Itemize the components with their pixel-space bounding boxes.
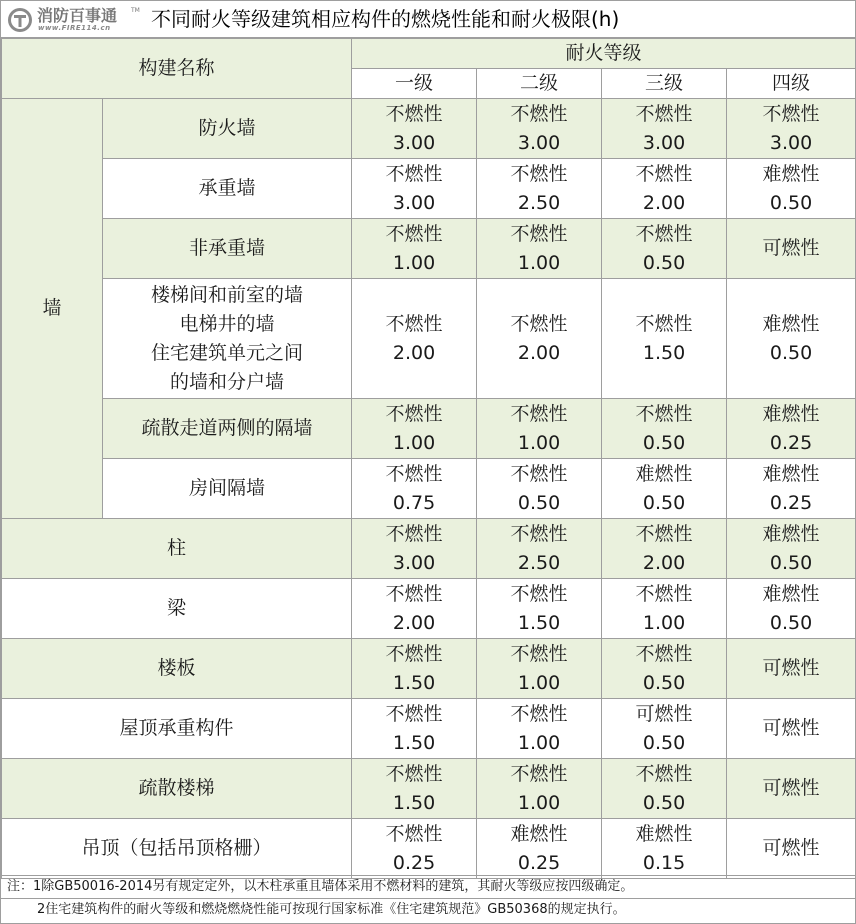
combustibility: 不燃性: [510, 642, 568, 665]
fire-resistance-hours: 0.25: [769, 491, 813, 514]
component-name: [103, 279, 352, 399]
combustibility: 不燃性: [385, 102, 443, 125]
grade-cell-4: [727, 579, 856, 639]
fire-resistance-hours: 1.50: [392, 791, 436, 814]
table-row: [2, 579, 856, 639]
combustibility: 不燃性: [385, 312, 443, 335]
fire-resistance-hours: 1.00: [392, 431, 436, 454]
combustibility: 不燃性: [635, 222, 693, 245]
header-grade-3: 三级: [602, 69, 727, 99]
fire-resistance-hours: 0.50: [642, 731, 686, 754]
fire-resistance-hours: 0.50: [642, 431, 686, 454]
combustibility: 不燃性: [385, 522, 443, 545]
table-row: [2, 759, 856, 819]
combustibility: 不燃性: [635, 402, 693, 425]
component-name: [2, 639, 352, 699]
grade-cell-3: [602, 159, 727, 219]
header-grade-2: 二级: [477, 69, 602, 99]
grade-cell-1: [352, 639, 477, 699]
fire-resistance-hours: 2.00: [392, 341, 436, 364]
combustibility: 不燃性: [385, 762, 443, 785]
grade-cell-4: [727, 519, 856, 579]
combustibility: 不燃性: [385, 822, 443, 845]
table-row: [2, 819, 856, 879]
component-name: [2, 579, 352, 639]
fire-resistance-hours: 2.00: [517, 341, 561, 364]
combustibility: 不燃性: [635, 102, 693, 125]
logo-text: 消防百事通: [37, 6, 118, 25]
table-row: [2, 279, 856, 399]
grade-cell-4: [727, 759, 856, 819]
table-row: [2, 639, 856, 699]
grade-cell-4: [727, 639, 856, 699]
fire-resistance-hours: 0.50: [517, 491, 561, 514]
component-name-line: 电梯井的墙: [179, 312, 275, 335]
header-grade-4: 四级: [727, 69, 856, 99]
combustibility: 不燃性: [635, 762, 693, 785]
combustibility: 不燃性: [385, 402, 443, 425]
fire-resistance-hours: 1.00: [517, 251, 561, 274]
combustibility: 不燃性: [510, 102, 568, 125]
fire-resistance-hours: 1.00: [642, 611, 686, 634]
combustibility: 不燃性: [385, 582, 443, 605]
component-name: [2, 759, 352, 819]
grade-cell-3: [602, 279, 727, 399]
combustibility: 不燃性: [510, 702, 568, 725]
component-name-line: 的墙和分户墙: [170, 370, 285, 393]
grade-cell-2: [477, 819, 602, 879]
combustibility: 可燃性: [762, 837, 820, 859]
combustibility: 不燃性: [510, 222, 568, 245]
combustibility: 不燃性: [510, 462, 568, 485]
fire-resistance-hours: 0.25: [517, 851, 561, 874]
fire-resistance-hours: 1.50: [517, 611, 561, 634]
component-name-line: 住宅建筑单元之间: [151, 341, 304, 364]
grade-cell-2: [477, 219, 602, 279]
combustibility: 不燃性: [385, 222, 443, 245]
grade-cell-4: [727, 399, 856, 459]
combustibility: 不燃性: [635, 522, 693, 545]
combustibility: 不燃性: [385, 702, 443, 725]
component-name-line: 柱: [167, 537, 187, 559]
logo-trademark: TM: [131, 7, 140, 14]
combustibility: 不燃性: [385, 162, 443, 185]
combustibility: 不燃性: [635, 642, 693, 665]
component-name: [2, 699, 352, 759]
grade-cell-1: [352, 759, 477, 819]
grade-cell-2: [477, 759, 602, 819]
grade-cell-3: [602, 459, 727, 519]
footnote-2: 2住宅建筑构件的耐火等级和燃烧燃烧性能可按现行国家标准《住宅建筑规范》GB50368的规定执行。: [37, 902, 626, 917]
grade-cell-4: [727, 99, 856, 159]
fire-resistance-hours: 0.50: [769, 191, 813, 214]
grade-cell-1: [352, 519, 477, 579]
fire-resistance-hours: 1.50: [392, 731, 436, 754]
table-row: [2, 399, 856, 459]
fire-resistance-hours: 0.25: [392, 851, 436, 874]
logo-website: www.FIRE114.cn: [38, 24, 111, 32]
grade-cell-2: [477, 99, 602, 159]
fire-resistance-hours: 0.50: [642, 251, 686, 274]
component-name: [2, 519, 352, 579]
fire-resistance-hours: 0.50: [769, 551, 813, 574]
fire-resistance-table: [1, 38, 856, 879]
table-row: [2, 699, 856, 759]
component-name-line: 疏散走道两侧的隔墙: [141, 417, 313, 439]
fire-resistance-hours: 0.50: [642, 491, 686, 514]
fire-resistance-hours: 2.00: [642, 551, 686, 574]
document-header: [1, 1, 855, 38]
fire-resistance-hours: 3.00: [392, 191, 436, 214]
grade-cell-2: [477, 699, 602, 759]
table-row: [2, 99, 856, 159]
footnote-1: 注：1除GB50016-2014另有规定定外，以木柱承重且墙体采用不燃材料的建筑，其耐火等级应按四级确定。: [1, 875, 855, 899]
combustibility: 不燃性: [762, 102, 820, 125]
combustibility: 不燃性: [635, 582, 693, 605]
grade-cell-1: [352, 819, 477, 879]
combustibility: 不燃性: [510, 582, 568, 605]
grade-cell-3: [602, 219, 727, 279]
wall-group-label: 墙: [2, 99, 103, 519]
combustibility: 难燃性: [762, 522, 820, 545]
component-name: [103, 219, 352, 279]
grade-cell-1: [352, 159, 477, 219]
fire-resistance-hours: 0.25: [769, 431, 813, 454]
grade-cell-3: [602, 399, 727, 459]
fire-logo-icon: [7, 7, 33, 33]
combustibility: 不燃性: [385, 642, 443, 665]
grade-cell-3: [602, 519, 727, 579]
component-name-line: 非承重墙: [189, 237, 266, 259]
grade-cell-2: [477, 459, 602, 519]
fire-resistance-hours: 1.00: [517, 731, 561, 754]
grade-cell-2: [477, 579, 602, 639]
fire-resistance-hours: 1.00: [392, 251, 436, 274]
grade-cell-4: [727, 699, 856, 759]
grade-cell-3: [602, 819, 727, 879]
fire-resistance-hours: 2.50: [517, 191, 561, 214]
grade-cell-1: [352, 699, 477, 759]
header-grade-1: 一级: [352, 69, 477, 99]
grade-cell-1: [352, 579, 477, 639]
combustibility: 不燃性: [510, 762, 568, 785]
fire-resistance-hours: 2.00: [392, 611, 436, 634]
fire-resistance-hours: 0.50: [642, 671, 686, 694]
fire-resistance-hours: 1.50: [642, 341, 686, 364]
component-name: [103, 459, 352, 519]
grade-cell-4: [727, 219, 856, 279]
grade-cell-2: [477, 159, 602, 219]
fire-resistance-hours: 2.50: [517, 551, 561, 574]
table-row: [2, 219, 856, 279]
fire-resistance-hours: 3.00: [392, 551, 436, 574]
component-name-line: 疏散楼梯: [138, 777, 215, 799]
grade-cell-4: [727, 159, 856, 219]
combustibility: 难燃性: [635, 822, 693, 845]
brand-logo: [7, 7, 145, 33]
combustibility: 不燃性: [510, 522, 568, 545]
component-name: [103, 99, 352, 159]
combustibility: 不燃性: [635, 312, 693, 335]
combustibility: 难燃性: [762, 462, 820, 485]
combustibility: 不燃性: [510, 162, 568, 185]
component-name: [103, 159, 352, 219]
fire-resistance-hours: 3.00: [769, 131, 813, 154]
grade-cell-3: [602, 759, 727, 819]
component-name-line: 房间隔墙: [189, 477, 266, 499]
combustibility: 难燃性: [635, 462, 693, 485]
component-name-line: 梁: [167, 597, 187, 619]
grade-cell-3: [602, 99, 727, 159]
table-row: [2, 459, 856, 519]
combustibility: 可燃性: [762, 777, 820, 799]
component-name-line: 吊顶（包括吊顶格栅）: [81, 837, 272, 859]
combustibility: 难燃性: [762, 312, 820, 335]
combustibility: 不燃性: [510, 312, 568, 335]
combustibility: 难燃性: [762, 162, 820, 185]
component-name-line: 承重墙: [198, 177, 256, 199]
grade-cell-2: [477, 279, 602, 399]
grade-cell-4: [727, 819, 856, 879]
grade-cell-1: [352, 459, 477, 519]
fire-resistance-hours: 1.00: [517, 671, 561, 694]
combustibility: 难燃性: [510, 822, 568, 845]
grade-cell-1: [352, 279, 477, 399]
component-name-line: 屋顶承重构件: [119, 717, 234, 739]
combustibility: 不燃性: [510, 402, 568, 425]
fire-resistance-hours: 0.15: [642, 851, 686, 874]
fire-resistance-hours: 1.00: [517, 431, 561, 454]
grade-cell-2: [477, 519, 602, 579]
combustibility: 不燃性: [635, 162, 693, 185]
grade-cell-3: [602, 579, 727, 639]
fire-resistance-hours: 3.00: [517, 131, 561, 154]
fire-resistance-hours: 0.50: [769, 611, 813, 634]
grade-cell-1: [352, 219, 477, 279]
table-row: [2, 519, 856, 579]
combustibility: 可燃性: [762, 717, 820, 739]
page-title: 不同耐火等级建筑相应构件的燃烧性能和耐火极限(h): [151, 7, 620, 31]
fire-resistance-hours: 1.00: [517, 791, 561, 814]
header-component-name: 构建名称: [2, 39, 352, 99]
fire-resistance-hours: 3.00: [392, 131, 436, 154]
combustibility: 难燃性: [762, 402, 820, 425]
grade-cell-4: [727, 279, 856, 399]
combustibility: 难燃性: [762, 582, 820, 605]
component-name: [2, 819, 352, 879]
fire-resistance-hours: 0.75: [392, 491, 436, 514]
grade-cell-3: [602, 639, 727, 699]
component-name-line: 楼板: [157, 657, 196, 679]
fire-resistance-hours: 1.50: [392, 671, 436, 694]
grade-cell-3: [602, 699, 727, 759]
header-row-1: [2, 39, 856, 69]
fire-resistance-hours: 2.00: [642, 191, 686, 214]
table-row: [2, 159, 856, 219]
grade-cell-2: [477, 639, 602, 699]
combustibility: 不燃性: [385, 462, 443, 485]
component-name-line: 楼梯间和前室的墙: [151, 283, 304, 306]
grade-cell-1: [352, 399, 477, 459]
combustibility: 可燃性: [635, 702, 693, 725]
fire-resistance-hours: 0.50: [769, 341, 813, 364]
header-fire-grade: 耐火等级: [352, 39, 856, 69]
combustibility: 可燃性: [762, 237, 820, 259]
component-name: [103, 399, 352, 459]
fire-resistance-hours: 3.00: [642, 131, 686, 154]
fire-resistance-hours: 0.50: [642, 791, 686, 814]
grade-cell-1: [352, 99, 477, 159]
grade-cell-2: [477, 399, 602, 459]
component-name-line: 防火墙: [198, 117, 256, 139]
grade-cell-4: [727, 459, 856, 519]
combustibility: 可燃性: [762, 657, 820, 679]
